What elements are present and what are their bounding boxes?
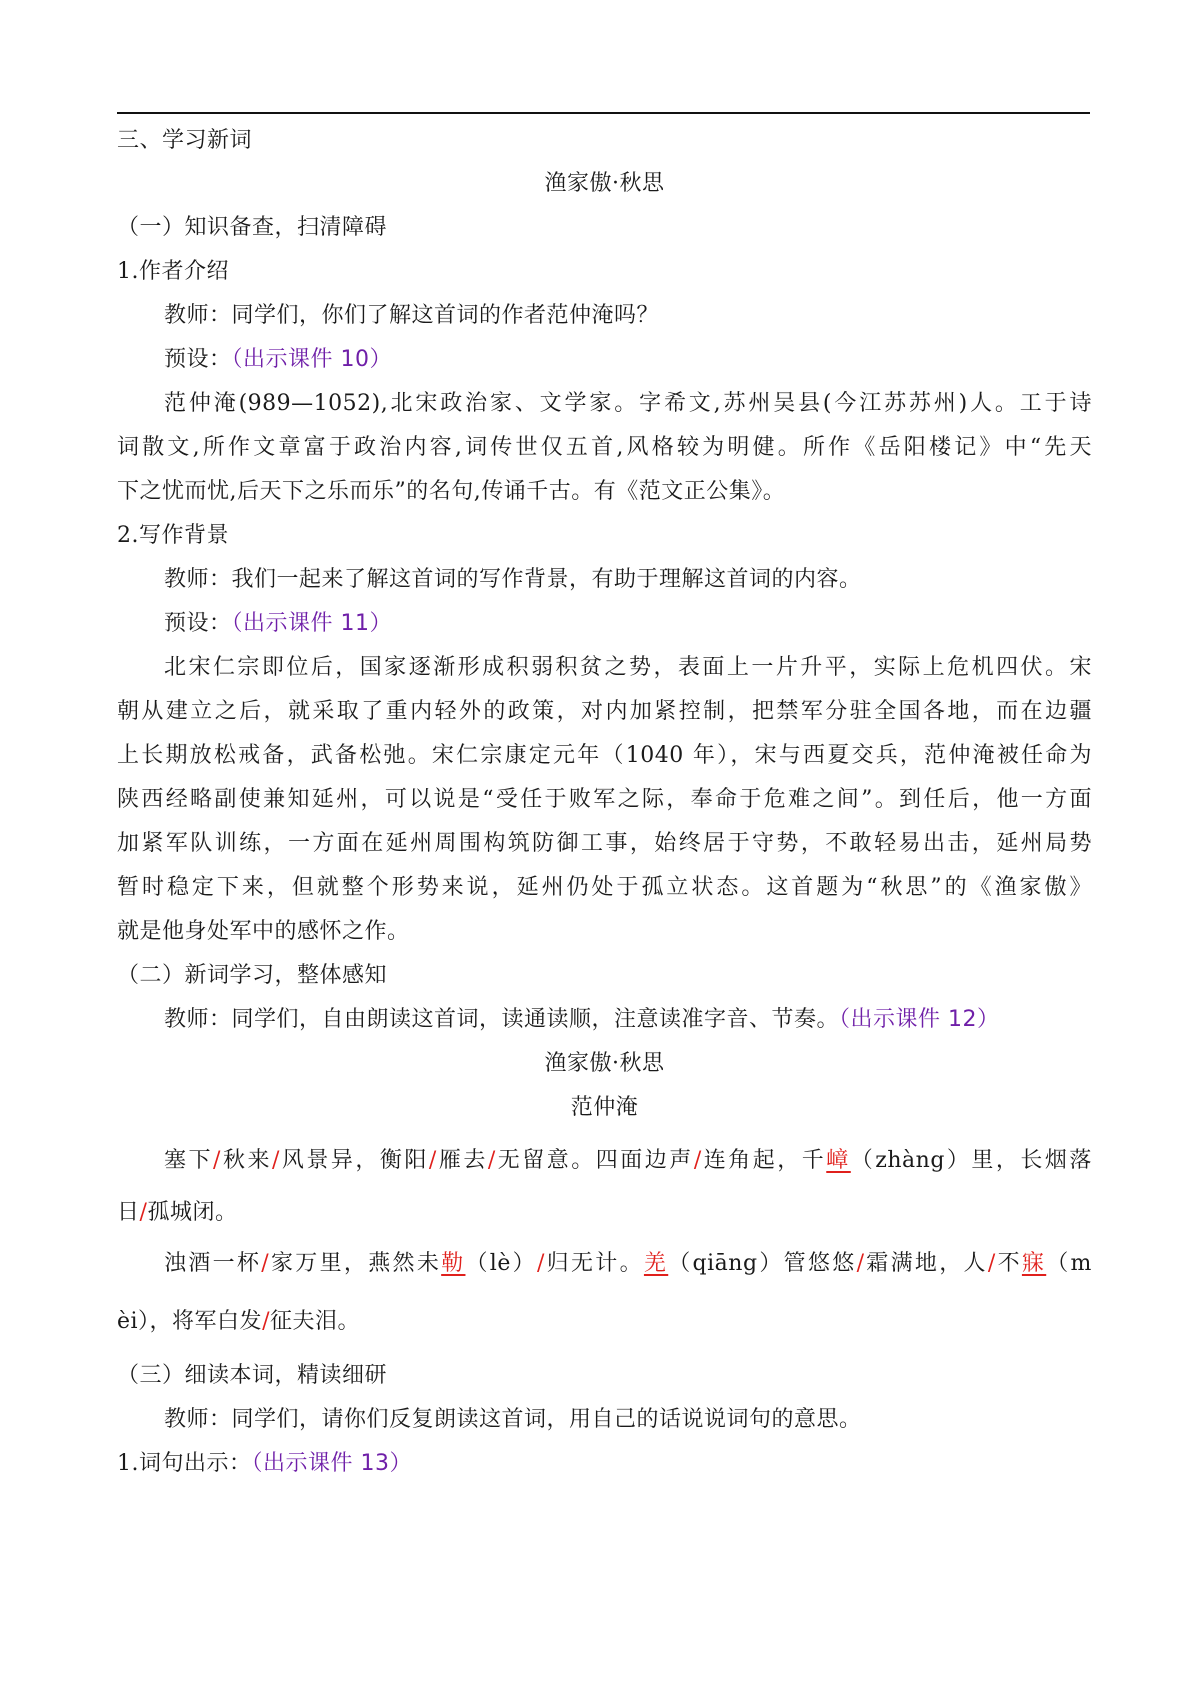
- rhythm-slash: /: [428, 1148, 437, 1173]
- poem-text: 秋来: [220, 1148, 272, 1173]
- poem-text: 浊酒一杯: [164, 1251, 262, 1276]
- rhythm-slash: /: [856, 1251, 865, 1276]
- item-author-intro: 1.作者介绍: [117, 259, 229, 284]
- poem-stanza-1-line-2: [117, 1198, 1092, 1228]
- background-line-5: 加紧军队训练，一方面在延州周围构筑防御工事，始终居于守势，不敢轻易出击，延州局势: [117, 831, 1092, 856]
- highlighted-char: 寐: [1021, 1251, 1047, 1276]
- header-rule: [117, 112, 1090, 114]
- background-line-6: 暂时稳定下来，但就整个形势来说，延州仍处于孤立状态。这首题为“秋思”的《渔家傲》: [117, 875, 1092, 900]
- subsection-2-heading: （二）新词学习，整体感知: [117, 963, 388, 988]
- subsection-3-heading: （三）细读本词，精读细研: [117, 1363, 388, 1388]
- rhythm-slash: /: [536, 1251, 545, 1276]
- poem-title-1: 渔家傲·秋思: [544, 171, 665, 196]
- teacher-line-3: [164, 1005, 1092, 1035]
- courseware-ref-12: （出示课件 12）: [839, 1007, 1000, 1032]
- poem-text: 雁去: [436, 1148, 488, 1173]
- poem-text: （qiāng）管悠悠: [668, 1251, 857, 1276]
- poem-text: （zhàng）里，长烟落: [850, 1148, 1092, 1173]
- rhythm-slash: /: [213, 1148, 221, 1173]
- highlighted-char: 嶂: [826, 1148, 851, 1173]
- courseware-ref-13: （出示课件 13）: [251, 1451, 412, 1476]
- subsection-1-heading: （一）知识备查，扫清障碍: [117, 215, 388, 240]
- bio-line-2: 词散文,所作文章富于政治内容,词传世仅五首,风格较为明健。所作《岳阳楼记》中“先天: [117, 435, 1092, 460]
- item-background: 2.写作背景: [117, 523, 229, 548]
- teacher-text-3: 教师：同学们，自由朗读这首词，读通读顺，注意读准字音、节奏。: [164, 1007, 840, 1032]
- item-verses-label: 1.词句出示：: [117, 1451, 252, 1476]
- preset-line-2: [164, 609, 1092, 639]
- poem-text: 不: [995, 1251, 1022, 1276]
- background-line-2: 朝从建立之后，就采取了重内轻外的政策，对内加紧控制，把禁军分驻全国各地，而在边疆: [117, 699, 1092, 724]
- item-verses: [117, 1449, 1092, 1479]
- background-line-4: 陕西经略副使兼知延州，可以说是“受任于败军之际，奉命于危难之间”。到任后，他一方面: [117, 787, 1092, 812]
- poem-text: 征夫泪。: [269, 1309, 360, 1334]
- poet-name: 范仲淹: [570, 1095, 639, 1120]
- poem-text: 霜满地，人: [864, 1251, 988, 1276]
- poem-text: 连角起，千: [701, 1148, 827, 1173]
- preset-label: 预设：: [164, 611, 232, 636]
- poem-stanza-1-line-1: [164, 1146, 1092, 1176]
- rhythm-slash: /: [271, 1148, 280, 1173]
- poem-title-2: 渔家傲·秋思: [544, 1051, 665, 1076]
- poem-text: 日: [117, 1200, 140, 1225]
- courseware-ref-10: （出示课件 10）: [231, 347, 393, 372]
- teacher-line-4: 教师：同学们，请你们反复朗读这首词，用自己的话说说词句的意思。: [164, 1407, 862, 1432]
- bio-line-1: 范仲淹(989—1052),北宋政治家、文学家。字希文,苏州吴县(今江苏苏州)人。工于诗: [164, 391, 1092, 416]
- rhythm-slash: /: [262, 1309, 270, 1334]
- poem-text: 无留意。四面边声: [495, 1148, 694, 1173]
- bio-line-3: 下之忧而忧,后天下之乐而乐”的名句,传诵千古。有《范文正公集》。: [117, 479, 786, 504]
- rhythm-slash: /: [139, 1200, 148, 1225]
- poem-text: 归无计。: [544, 1251, 644, 1276]
- courseware-ref-11: （出示课件 11）: [231, 611, 393, 636]
- section-title: 三、学习新词: [117, 128, 253, 153]
- poem-text: 家万里，燕然未: [269, 1251, 442, 1276]
- background-line-3: 上长期放松戒备，武备松弛。宋仁宗康定元年（1040 年），宋与西夏交兵，范仲淹被任命为: [117, 743, 1092, 768]
- teacher-line-2: 教师：我们一起来了解这首词的写作背景，有助于理解这首词的内容。: [164, 567, 862, 592]
- preset-label: 预设：: [164, 347, 232, 372]
- rhythm-slash: /: [987, 1251, 996, 1276]
- background-line-1: 北宋仁宗即位后，国家逐渐形成积弱积贫之势，表面上一片升平，实际上危机四伏。宋: [164, 655, 1092, 680]
- background-line-7: 就是他身处军中的感怀之作。: [117, 919, 410, 944]
- poem-text: èi），将军白发: [117, 1309, 263, 1334]
- rhythm-slash: /: [693, 1148, 702, 1173]
- highlighted-char: 羌: [643, 1251, 669, 1276]
- rhythm-slash: /: [261, 1251, 270, 1276]
- teacher-line-1: 教师：同学们，你们了解这首词的作者范仲淹吗？: [164, 303, 660, 328]
- poem-text: 塞下: [164, 1148, 214, 1173]
- poem-text: 风景异，衡阳: [279, 1148, 429, 1173]
- poem-text: 孤城闭。: [147, 1200, 238, 1225]
- preset-line-1: [164, 345, 1092, 375]
- highlighted-char: 勒: [441, 1251, 466, 1276]
- rhythm-slash: /: [487, 1148, 496, 1173]
- poem-stanza-2-line-2: [117, 1307, 1092, 1337]
- poem-text: （m: [1046, 1251, 1092, 1276]
- poem-text: （lè）: [465, 1251, 537, 1276]
- poem-stanza-2-line-1: [164, 1249, 1092, 1279]
